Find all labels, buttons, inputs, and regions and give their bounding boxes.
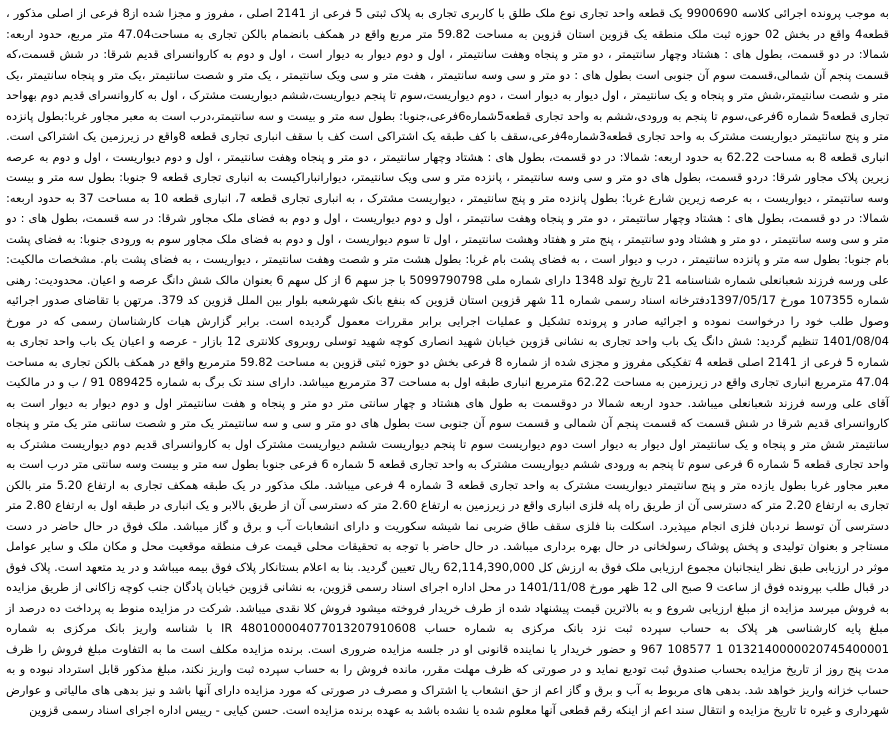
auction-notice-body: به موجب پرونده اجرائی کلاسه 9900690 یک قطعه واحد تجاری نوع ملک طلق با کاربری تجاری به پلاک ثبتی 5 فرعی از 2141 اصلی ، مفروز و مجزا شده از8 فرعی از اصلی مذکور ، قطعه4 واقع در بخش 02 حوزه ثبت ملک منطقه یک قزوین استان قزوین به مساحت 59.82 متر مربع واقع در همکف بانضمام بالکن تجاری به مساحت47.04 متر مربع، حدود اربعه: شمالا: در دو قسمت، بطول های : هشتاد وچهار سانتیمتر ، دو متر و پنجاه وهفت سانتیمتر ، اول و دوم دیوار به دیوار است ، اول و دوم به کاروانسرای قدیم شرقا: در شش قسمت،که قسمت پنجم آن شمالی،قسمت سوم آن جنوبی است بطول های : دو متر و سی وسه سانتیمتر ، هفت متر و سی ویک سانتیمتر ، یک متر و شصت سانتیمتر ،یک متر و پنجاه سانتیمتر ،یک متر و شصت سانتیمتر،شش متر و پنجاه و یک سانتیمتر ، اول دیوار به دیوار است ، دوم دیواریست،سوم تا پنجم دیواریست،ششم دیواریست مشترک ، اول به کاروانسرای قدیم دوم بهواحد تجاری قطعه5 شماره 6فرعی،سوم تا پنجم به ورودی،ششم به واحد تجاری قطعه5شماره6فرعی،جنوبا: بطول سه متر و بیست و سه سانتیمتر،درب است به معبر مجاور غربا:بطول پانزده متر و پنج سانتیمتر دیواریست مشترک به واحد تجاری قطعه3شماره4فرعی،سقف با کف طبقه یک اشتراکی است کف با سقف انباری تجاری قطعه 8واقع در زیرزمین یک اشتراکی است. انباری قطعه 8 به مساحت 62.22 به حدود اربعه: شمالا: در دو قسمت، بطول های : هشتاد وچهار سانتیمتر ، دو متر و پنجاه وهفت سانتیمتر ، اول و دوم دیواریست ، اول و دوم به عرصه زیرین پلاک مجاور شرقا: دردو قسمت، بطول های دو متر و سی وسه سانتیمتر ، پانزده متر و سی ویک سانتیمتر، دیوارانباراکیست به انباری تجاری قطعه 9 جنوبا: بطول سه متر و بیست وسه سانتیمتر ، دیواریست ، به عرصه زیرین شارع غربا: بطول پانزده متر و پنج سانتیمتر ، دیواریست مشترک ، به انباری تجاری قطعه 7، انباری قطعه 10 به مساحت 37 به حدود اربعه: شمالا: در دو قسمت، بطول های : هشتاد وچهار سانتیمتر ، دو متر و پنجاه وهفت سانتیمتر ، اول و دوم دیواریست ، اول و دوم به فضای ملک مجاور شرقا: در سه قسمت، بطول های : دو متر و سی وسه سانتیمتر ، دو متر و هشتاد ودو سانتیمتر ، پنج متر و هفتاد وهشت سانتیمتر ، اول تا سوم دیواریست ، اول و دوم به فضای ملک مجاور سوم به ورودی جنوبا: به فضای پشت بام جنوبا: بطول سه متر و پانزده سانتیمتر ، درب و دیوار است ، به فضای پشت بام غربا: بطول هشت متر و شصت وهفت سانتیمتر ، دیواریست ، به فضای پشت بام. مشخصات مالکیت: علی ورسه فرزند شعبانعلی شماره شناسنامه 21 تاریخ تولد 1348 دارای شماره ملی 5099790798 با جز سهم 6 از کل سهم 6 بعنوان مالک شش دانگ عرصه و اعیان. محدودیت: رهنی شماره 107355 مورخ 1397/05/17دفترخانه اسناد رسمی شماره 11 شهر قزوین استان قزوین که بنفع بانک شهرشعبه بلوار بین الملل قزوین کد 379. مرتهن با تقاضای صدور اجرائیه وصول طلب خود را درخواست نموده و اجرائیه صادر و پرونده تشکیل و عملیات اجرایی برابر مقررات معمول گردیده است. برابر گزارش هیات کارشناسان رسمی که در مورخ 1401/08/04 تنظیم گردید: شش دانگ یک باب واحد تجاری به نشانی قزوین خیابان شهید انصاری کوچه شهید توسلی روبروی کلانتری 12 بازار - عرصه و اعیان یک باب واحد تجاری به شماره 5 فرعی از 2141 اصلی قطعه 4 تفکیکی مفروز و مجزی شده از شماره 8 فرعی بخش دو حوزه ثبتی قزوین به مساحت 59.82 مترمربع واقع در همکف بالکن تجاری به مساحت 47.04 مترمربع انباری تجاری واقع در زیرزمین به مساحت 62.22 مترمربع انباری طبقه اول به مساحت 37 مترمربع میباشد. دارای سند تک برگ به شماره 089425 91 / ب و در مالکیت آقای علی ورسه فرزند شعبانعلی میباشد. حدود اربعه شمالا در دوقسمت به طول های هشتاد و چهار سانتی متر دو متر و پنجاه و هفت سانتیمتر اول و دوم دیوار به دیوار است به کاروانسرای قدیم شرقا در شش قسمت که قسمت پنجم آن شمالی و قسمت سوم آن جنوبی ست بطول های دو متر و سی و سه سانتیمتر یک متر و شصت سانتی متر یک متر و پنجاه سانتیمتر شش متر و پنجاه و یک سانتیمتر اول دیوار به دیوار است دوم دیواریست سوم تا پنجم دیواریست ششم دیواریست مشترک اول به کاروانسرای قدیم دوم دیواریست مشترک به واحد تجاری قطعه 5 شماره 6 فرعی سوم تا پنجم به ورودی ششم دیواریست مشترک به واحد تجاری قطعه 5 شماره 6 فرعی جنوبا بطول سه متر و بیست وسه سانتی متر درب است به معبر مجاور غربا بطول یازده متر و پنج سانتیمتر دیواریست مشترک به واحد تجاری قطعه 3 شماره 4 فرعی میباشد. ملک مذکور در یک طبقه همکف تجاری به ارتفاع 5.20 متر بالکن تجاری به ارتفاع 2.20 متر که دسترسی آن از طریق راه پله فلزی انباری واقع در زیرزمین به ارتفاع 2.60 متر که دسترسی آن از طریق بالابر و یک انباری در طبقه اول به ارتفاع 2.80 متر دسترسی آن توسط نردبان فلزی انجام میپذیرد. اسکلت بنا فلزی سقف طاق ضربی نما شیشه سکوریت و دارای انشعابات آب و برق و گاز میباشد. ملک فوق در حال حاضر در دست مستاجر و بعنوان تولیدی و پخش پوشاک رسولخانی در حال بهره برداری میباشد. در حال حاضر با توجه به تحقیقات محلی قیمت عرف منطقه موقعیت محل و مکان ملک و سایر عوامل موثر در ارزیابی طبق نظر اینجانبان مجموع ارزیابی ملک فوق به ارزش کل 62,114,390,000 ریال تعیین گردید. بنا به اعلام بستانکار پلاک فوق بیمه میباشد و در ید متعهد است. پلاک فوق در قبال طلب بپرونده فوق از ساعت 9 صبح الی 12 ظهر مورخ 1401/11/08 در محل اداره اجرای اسناد رسمی قزوین، به نشانی قزوین خیابان پادگان جنب کوچه زاکانی از طریق مزایده به فروش میرسد مزایده از مبلغ ارزیابی شروع و به بالاترین قیمت پیشنهاد شده از طرف خریدار فروخته میشود فروش کلا نقدی میباشد. شرکت در مزایده منوط به پرداخت ده درصد از مبلغ پایه کارشناسی هر پلاک به حساب سپرده ثبت نزد بانک مرکزی به شماره حساب IR 480100004077013207910608 با شناسه واریز بانک مرکزی به شماره 0132140000020745400001 1 108577 967 و حضور خریدار یا نماینده قانونی او در جلسه مزایده ضروری است. برنده مزایده مکلف است ما به التفاوت مبلغ فروش را ظرف مدت پنج روز از تاریخ مزایده بحساب صندوق ثبت تودیع نماید و در صورتی که ظرف مهلت مقرر، مانده فروش را به حساب سپرده ثبت واریز نکند، مبلغ مذکور قابل استرداد نبوده و به حساب خزانه واریز خواهد شد. بدهی های مربوط به آب و برق و گاز اعم از حق انشعاب یا اشتراک و مصرف در صورتی که مورد مزایده دارای آنها باشد و نیز بدهی های مالیاتی و عوارض شهرداری و غیره تا تاریخ مزایده و انتقال سند اعم از اینکه رقم قطعی آنها معلوم شده یا نشده باشد به عهده برنده مزایده است. حسن کیایی - رییس اداره اجرای اسناد رسمی قزوین — [6, 6, 890, 717]
